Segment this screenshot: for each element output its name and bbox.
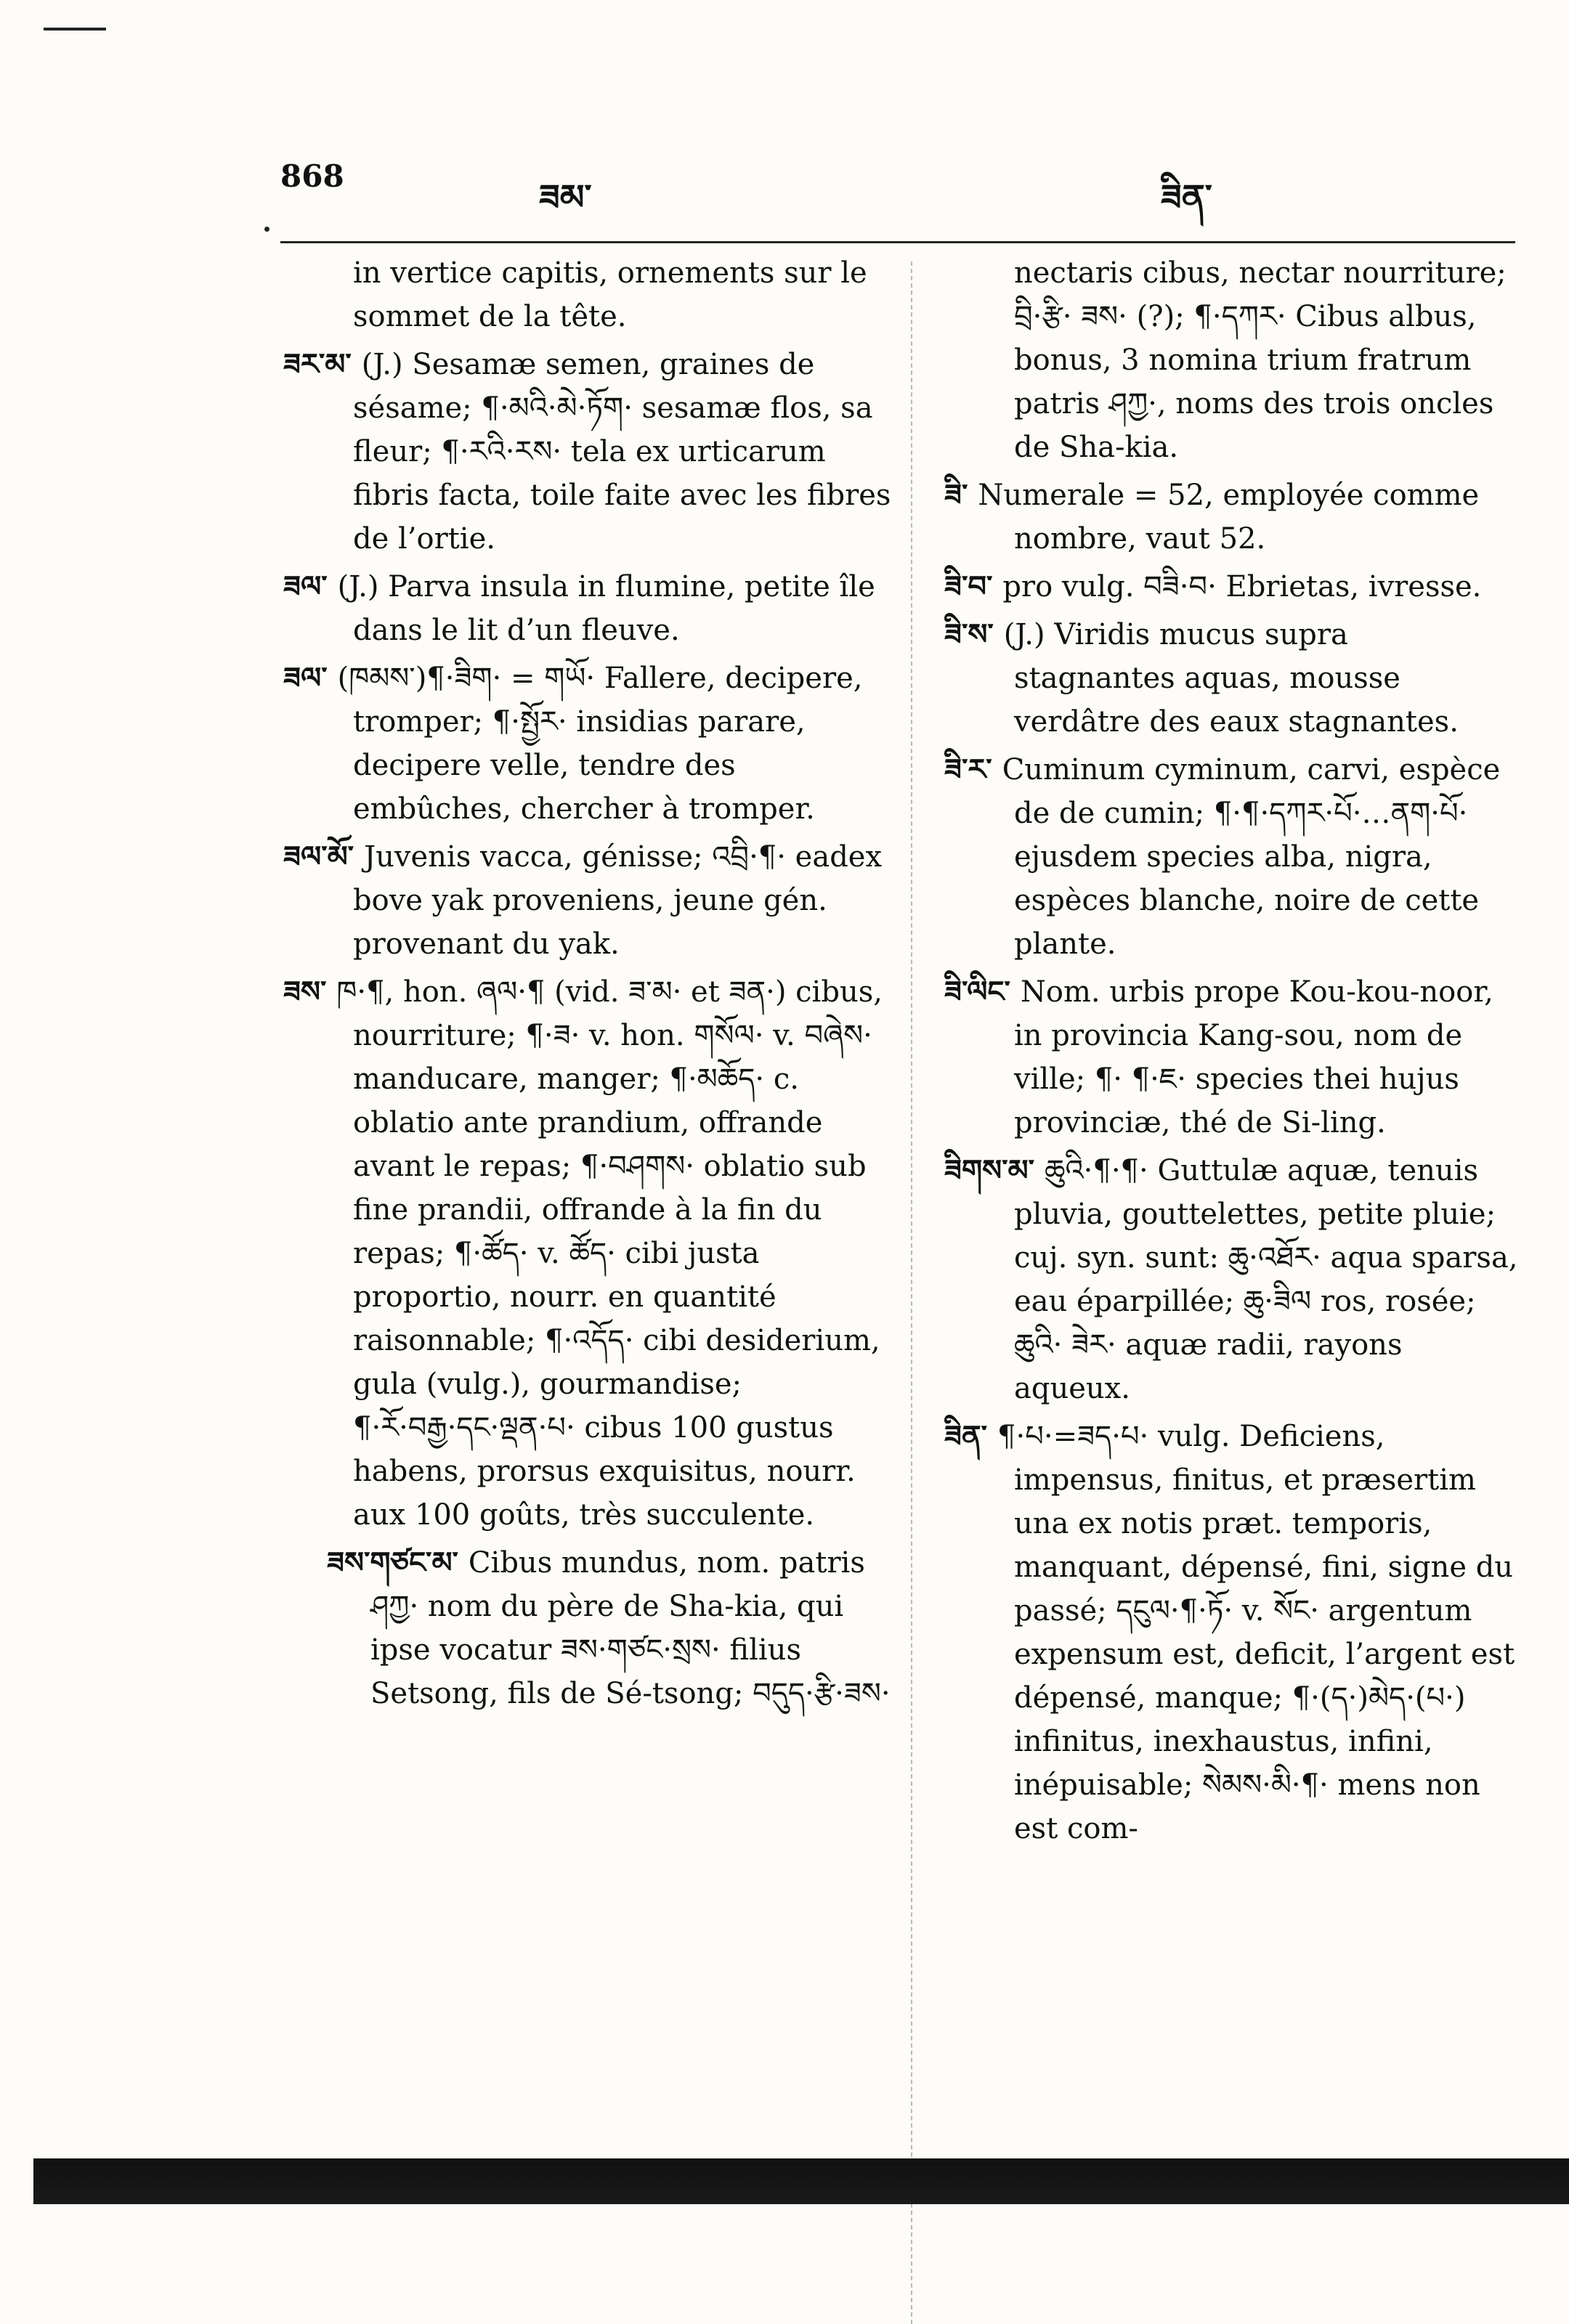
right-column [944,251,1518,1855]
entry-headword: ཟས་གཙང་མ་ [327,1545,458,1580]
dict-entry [944,970,1518,1145]
left-running-head: ཟམ་ [539,177,592,218]
entry-headword: ཟར་མ་ [283,347,352,381]
entry-text: Cuminum cyminum, carvi, espèce de de cumin; ¶·¶·དཀར·པོ·…ནག·པོ· ejusdem species alba, nigra, espèces blanche, noire de cette plante. [1002,753,1501,961]
dict-subentry [283,1541,901,1715]
dict-entry [944,1149,1518,1410]
column-divider [911,261,912,2324]
entry-headword: ཟི་ས་ [944,617,994,651]
dict-entry [944,565,1518,609]
entry-headword: ཟི་ [944,478,968,512]
dict-entry [283,565,901,652]
dict-entry [283,835,901,966]
entry-text: ཆུའི·¶·¶· Guttulæ aquæ, tenuis pluvia, gouttelettes, petite pluie; cuj. syn. sunt: ཆུ·འཐོར· aqua sparsa, eau éparpillée; ཆུ·ཟིལ ros, rosée; ཆུའི· ཟེར· aquæ radii, rayons aqueux. [1014,1154,1518,1405]
entry-headword: ཟི་ར་ [944,752,992,787]
entry-text: (ཁམས་)¶·ཟིག· = གཡོ· Fallere, decipere, tromper; ¶·སྤྱོར· insidias parare, decipere velle, tendre des embûches, chercher à tromper. [337,662,863,826]
dict-entry [944,748,1518,966]
right-running-head: ཟིན་ [1161,177,1212,218]
page-number: 868 [280,158,344,194]
entry-text: Nom. urbis prope Kou-kou-noor, in provincia Kang-sou, nom de ville; ¶· ¶·ཇ· species thei hujus provinciæ, thé de Si-ling. [1014,975,1493,1139]
dict-entry-continuation: in vertice capitis, ornements sur le sommet de la tête. [353,256,867,333]
entry-text: Cibus mundus, nom. patris ཤཀྱ· nom du père de Sha-kia, qui ipse vocatur ཟས·གཙང·སྲས· filius Setsong, fils de Sé-tsong; བདུད·རྩི·ཟས· [370,1546,891,1710]
dict-entry [944,474,1518,561]
entry-text: pro vulg. བཟི·བ· Ebrietas, ivresse. [1002,570,1482,604]
dict-entry [944,613,1518,744]
entry-text: (J.) Parva insula in flumine, petite île dans le lit d’un fleuve. [337,570,875,647]
entry-headword: ཟིགས་མ་ [944,1153,1034,1187]
entry-headword: ཟི་བ་ [944,569,993,604]
left-column [283,251,901,1720]
scan-bottom-edge [33,2158,1569,2204]
dict-entry [283,657,901,831]
entry-headword: ཟི་ལིང་ [944,975,1010,1009]
entry-headword: ཟལ་ [283,661,328,695]
entry-text: (J.) Viridis mucus supra stagnantes aquas, mousse verdâtre des eaux stagnantes. [1003,618,1459,739]
entry-headword: ཟལ་ [283,569,328,604]
entry-text: Numerale = 52, employée comme nombre, vaut 52. [978,479,1480,556]
entry-headword: ཟལ་མོ་ [283,840,354,874]
entry-text: Juvenis vacca, génisse; འབྲི·¶· eadex bove yak proveniens, jeune gén. provenant du yak. [353,840,883,961]
dict-entry [283,343,901,561]
header-dot [264,227,269,232]
top-margin-mark [44,28,106,31]
entry-headword: ཟིན་ [944,1419,988,1453]
entry-text: (J.) Sesamæ semen, graines de sésame; ¶·མའི·མེ·ཏོག· sesamæ flos, sa fleur; ¶·རའི·རས· tela ex urticarum fibris facta, toile faite avec les fibres de l’ortie. [353,348,891,556]
dict-entry [283,970,901,1537]
entry-text: ¶·པ·=ཟད·པ· vulg. Deficiens, impensus, finitus, et præsertim una ex notis præt. temporis, manquant, dépensé, fini, signe du passé; དངུལ·¶·ཏོ· v. སོང· argentum expensum est, deficit, l’argent est dépensé, manque; ¶·(ད·)མེད·(པ·) infinitus, inexhaustus, infini, inépuisable; སེམས·མི·¶· mens non est com- [997,1420,1515,1845]
entry-headword: ཟས་ [283,975,327,1009]
dict-entry [944,1415,1518,1850]
dict-entry-continuation: nectaris cibus, nectar nourriture; བྲི·རྩི· ཟས· (?); ¶·དཀར· Cibus albus, bonus, 3 nomina trium fratrum patris ཤཀྱ·, noms des trois oncles de Sha-kia. [1014,256,1507,464]
entry-text: ཁ·¶, hon. ཞལ·¶ (vid. ཟ་མ· et ཟན·) cibus, nourriture; ¶·ཟ· v. hon. གསོལ· v. བཞེས· manducare, manger; ¶·མཆོད· c. oblatio ante prandium, offrande avant le repas; ¶·བཤགས· oblatio sub fine prandii, offrande à la fin du repas; ¶·ཚོད· v. ཚོད· cibi justa proportio, nourr. en quantité raisonnable; ¶·འདོད· cibi desiderium, gula (vulg.), gourmandise; ¶·རོ·བརྒྱ·དང·ལྡན·པ· cibus 100 gustus habens, prorsus exquisitus, nourr. aux 100 goûts, très succulente. [336,975,883,1532]
header-rule [280,241,1515,243]
